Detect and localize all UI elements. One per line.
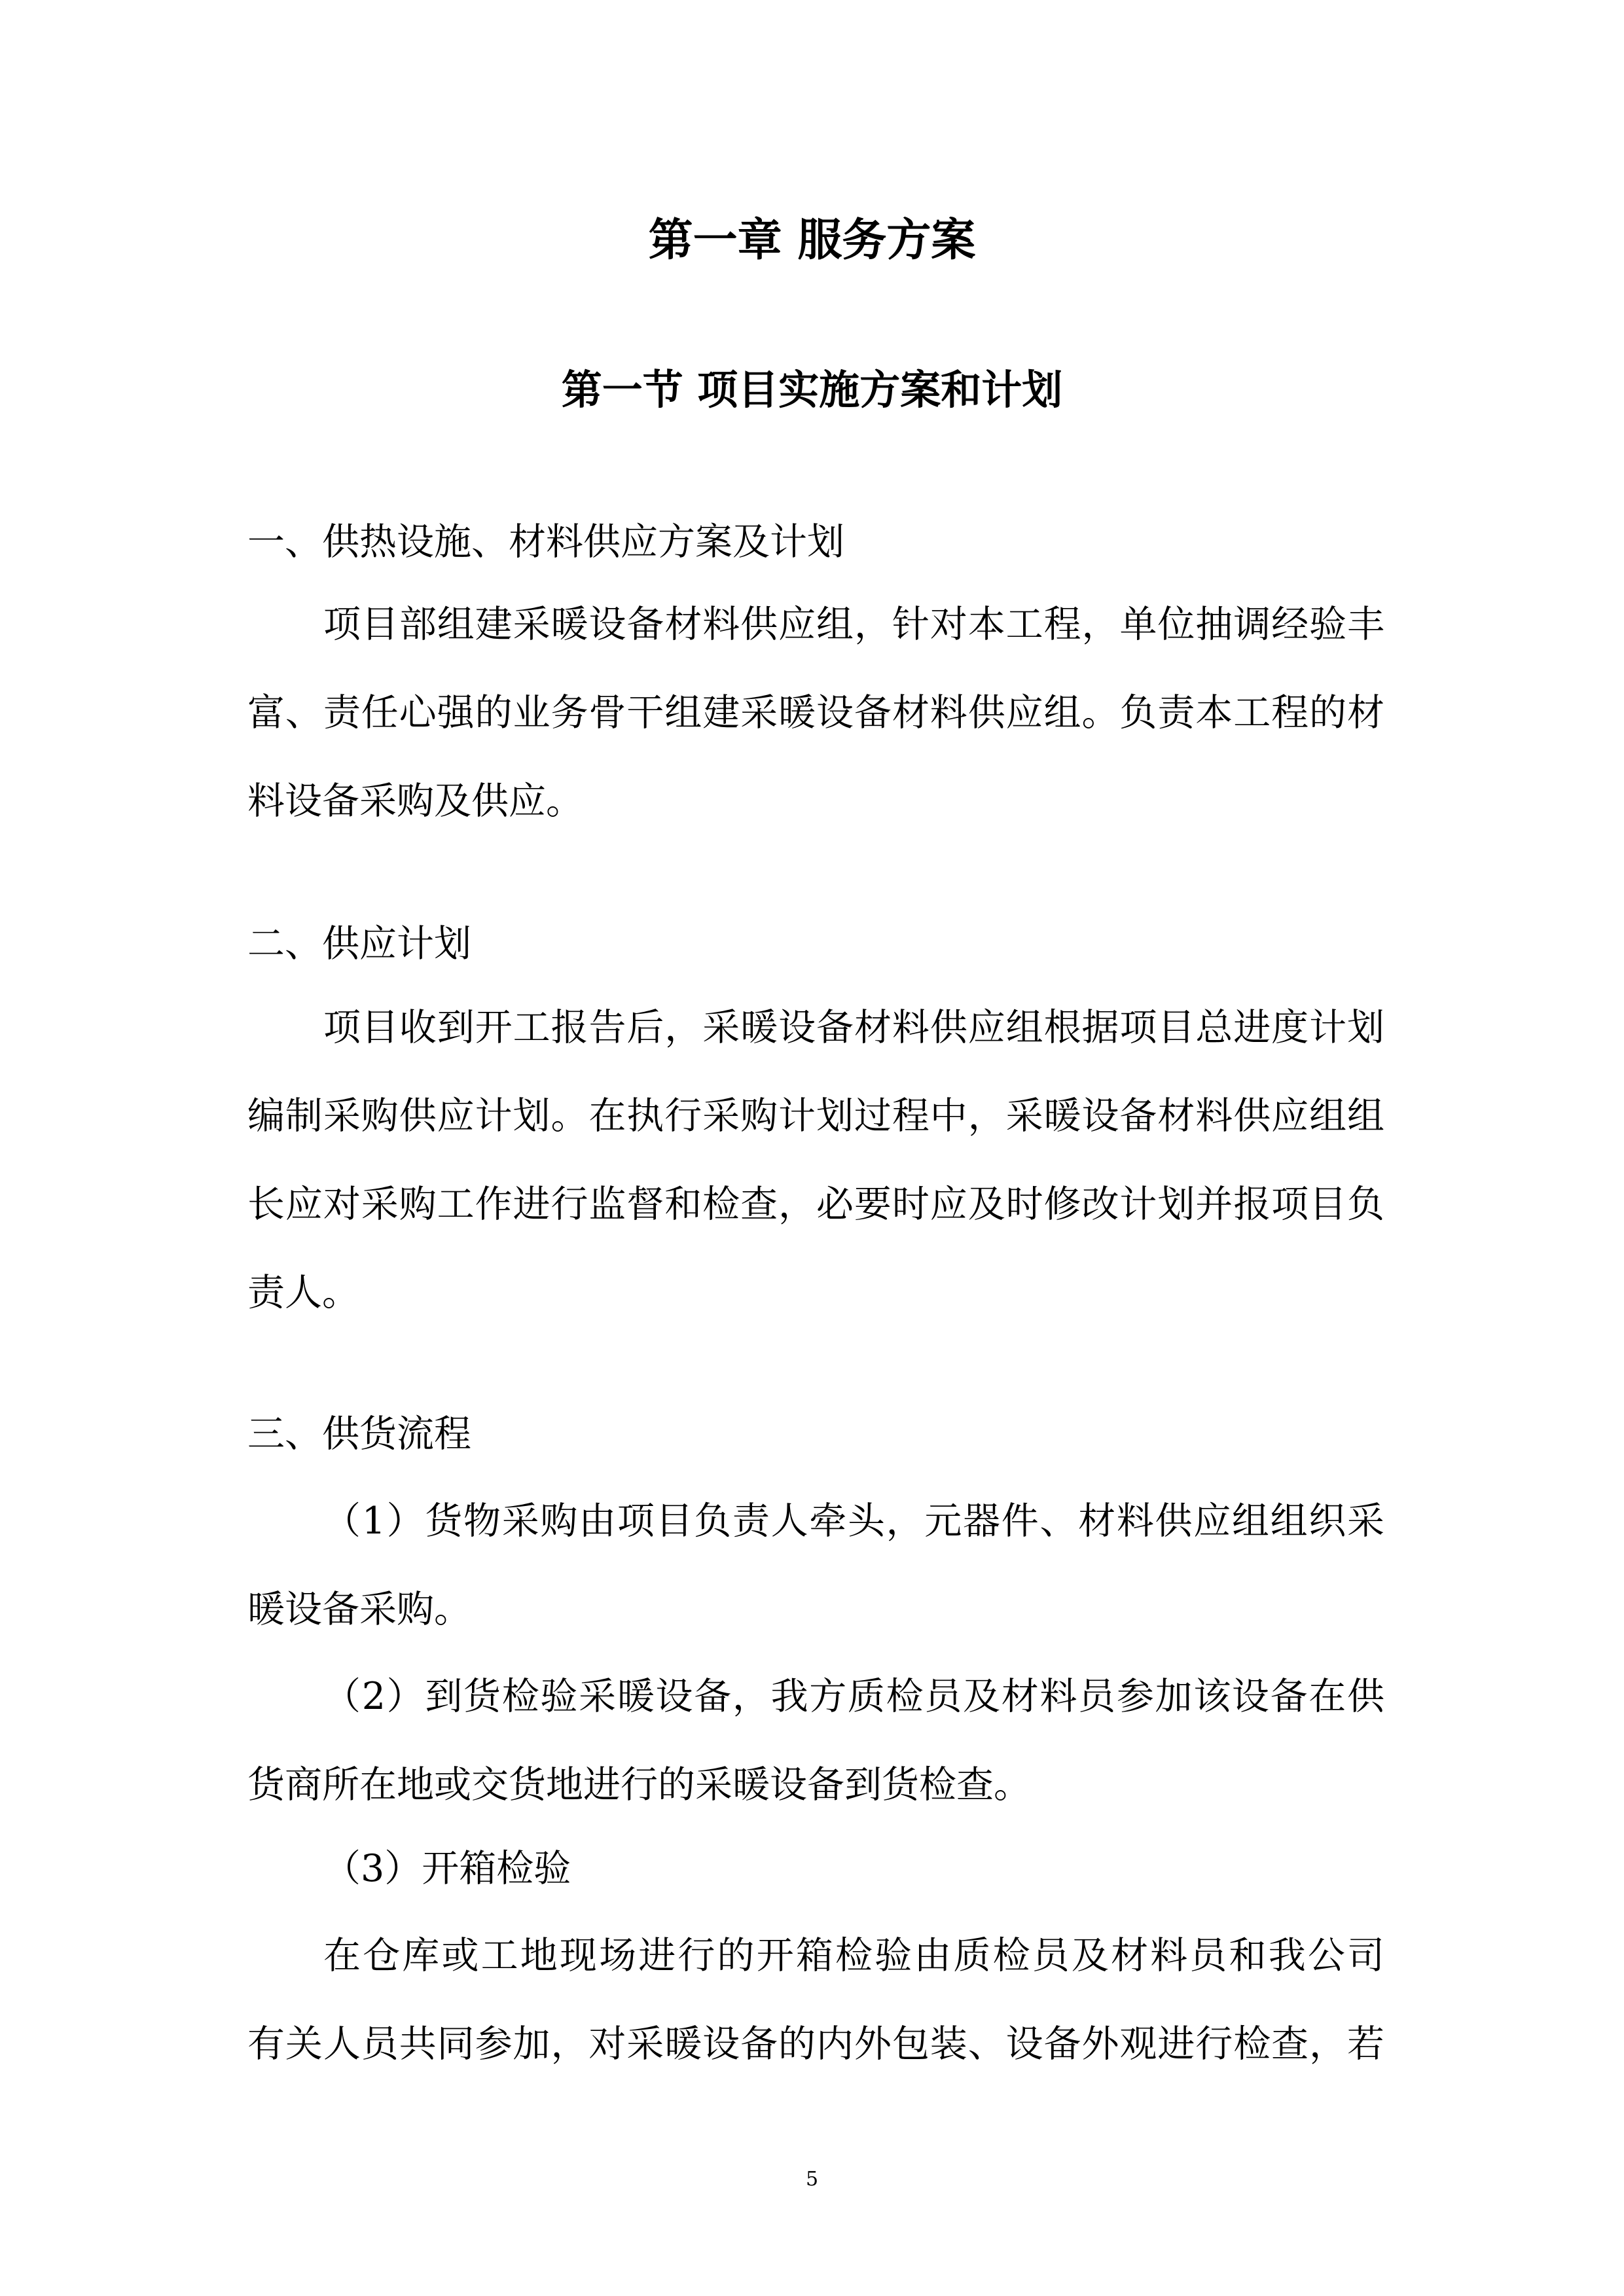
paragraph-line: （1）货物采购由项目负责人牵头，元器件、材料供应组组织采 bbox=[323, 1499, 1384, 1543]
heading-2: 二、供应计划 bbox=[247, 922, 471, 965]
paragraph-line: （3）开箱检验 bbox=[323, 1847, 571, 1890]
paragraph-line: 项目收到开工报告后，采暖设备材料供应组根据项目总进度计划 bbox=[323, 1006, 1384, 1049]
paragraph-line: 责人。 bbox=[247, 1271, 359, 1314]
paragraph-line: 在仓库或工地现场进行的开箱检验由质检员及材料员和我公司 bbox=[323, 1934, 1384, 1977]
paragraph-line: （2）到货检验采暖设备，我方质检员及材料员参加该设备在供 bbox=[323, 1675, 1384, 1718]
chapter-title: 第一章 服务方案 bbox=[648, 214, 976, 266]
heading-1: 一、供热设施、材料供应方案及计划 bbox=[247, 520, 844, 564]
paragraph-line: 富、责任心强的业务骨干组建采暖设备材料供应组。负责本工程的材 bbox=[247, 691, 1384, 734]
section-title: 第一节 项目实施方案和计划 bbox=[561, 366, 1063, 414]
paragraph-line: 暖设备采购。 bbox=[247, 1588, 471, 1631]
heading-3: 三、供货流程 bbox=[247, 1412, 471, 1456]
paragraph-line: 编制采购供应计划。在执行采购计划过程中，采暖设备材料供应组组 bbox=[247, 1094, 1384, 1138]
paragraph-line: 长应对采购工作进行监督和检查，必要时应及时修改计划并报项目负 bbox=[247, 1183, 1384, 1226]
paragraph-line: 料设备采购及供应。 bbox=[247, 780, 583, 823]
page-number: 5 bbox=[805, 2168, 819, 2191]
paragraph-line: 项目部组建采暖设备材料供应组，针对本工程，单位抽调经验丰 bbox=[323, 603, 1384, 646]
paragraph-line: 有关人员共同参加，对采暖设备的内外包装、设备外观进行检查，若 bbox=[247, 2022, 1384, 2066]
paragraph-line: 货商所在地或交货地进行的采暖设备到货检查。 bbox=[247, 1763, 1031, 1806]
